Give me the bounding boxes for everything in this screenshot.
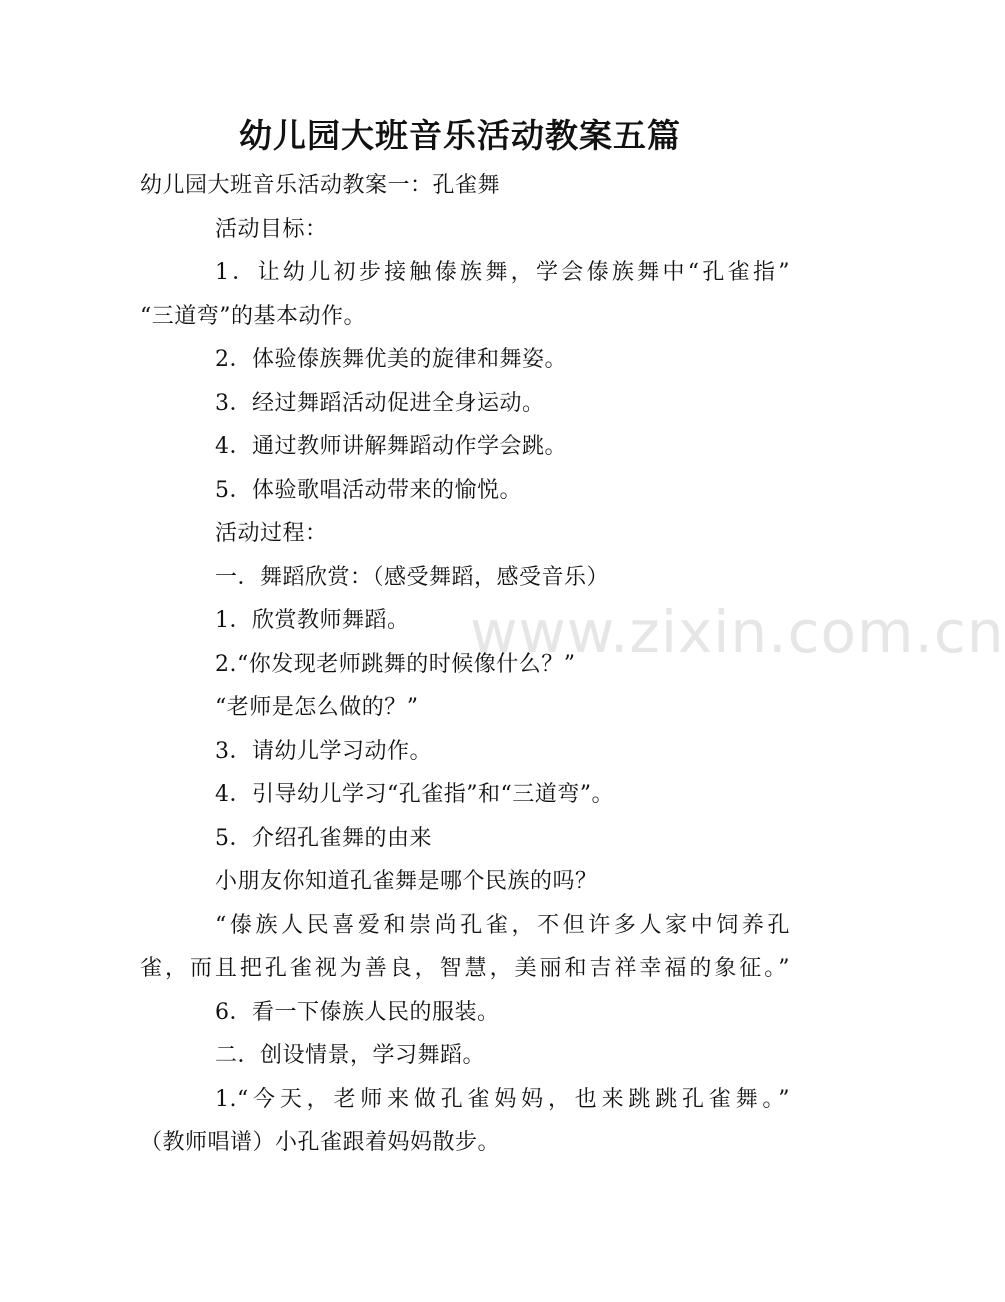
paragraph-line: （教师唱谱）小孔雀跟着妈妈散步。	[140, 1130, 501, 1155]
paragraph-line: 3．经过舞蹈活动促进全身运动。	[215, 390, 545, 416]
paragraph-line: 1．欣赏教师舞蹈。	[215, 608, 410, 633]
paragraph-line: 3．请幼儿学习动作。	[215, 738, 432, 764]
paragraph-line: 4．引导幼儿学习“孔雀指”和“三道弯”。	[215, 782, 614, 807]
section-heading: 幼儿园大班音乐活动教案一：孔雀舞	[140, 173, 501, 198]
document-title: 幼儿园大班音乐活动教案五篇	[239, 116, 681, 155]
paragraph-line: 一．舞蹈欣赏：（感受舞蹈，感受音乐）	[215, 564, 610, 590]
paragraph-line: 2.“你发现老师跳舞的时候像什么？”	[215, 651, 576, 677]
document-body	[140, 164, 790, 1165]
watermark: www.zixin.com.cn	[470, 598, 1005, 666]
paragraph-line: 5．介绍孔雀舞的由来	[215, 825, 432, 851]
paragraph-line: “三道弯”的基本动作。	[140, 303, 366, 329]
paragraph-line: “傣族人民喜爱和崇尚孔雀，不但许多人家中饲养孔	[215, 912, 790, 938]
paragraph-line: 小朋友你知道孔雀舞是哪个民族的吗？	[215, 869, 598, 894]
paragraph-line: 活动目标：	[215, 216, 328, 242]
paragraph-line: 雀，而且把孔雀视为善良，智慧，美丽和吉祥幸福的象征。”	[140, 956, 790, 981]
paragraph-line: 二．创设情景，学习舞蹈。	[215, 1043, 486, 1068]
paragraph-line: 2．体验傣族舞优美的旋律和舞姿。	[215, 347, 567, 372]
paragraph-line: 1.“今天，老师来做孔雀妈妈，也来跳跳孔雀舞。”	[215, 1086, 790, 1112]
paragraph-line: “老师是怎么做的？”	[215, 695, 419, 720]
paragraph-line: 4．通过教师讲解舞蹈动作学会跳。	[215, 434, 567, 459]
paragraph-line: 6．看一下傣族人民的服装。	[215, 999, 500, 1025]
paragraph-line: 5．体验歌唱活动带来的愉悦。	[215, 477, 522, 503]
paragraph-line: 1．让幼儿初步接触傣族舞，学会傣族舞中“孔雀指”	[215, 260, 790, 285]
paragraph-line: 活动过程：	[215, 521, 328, 546]
